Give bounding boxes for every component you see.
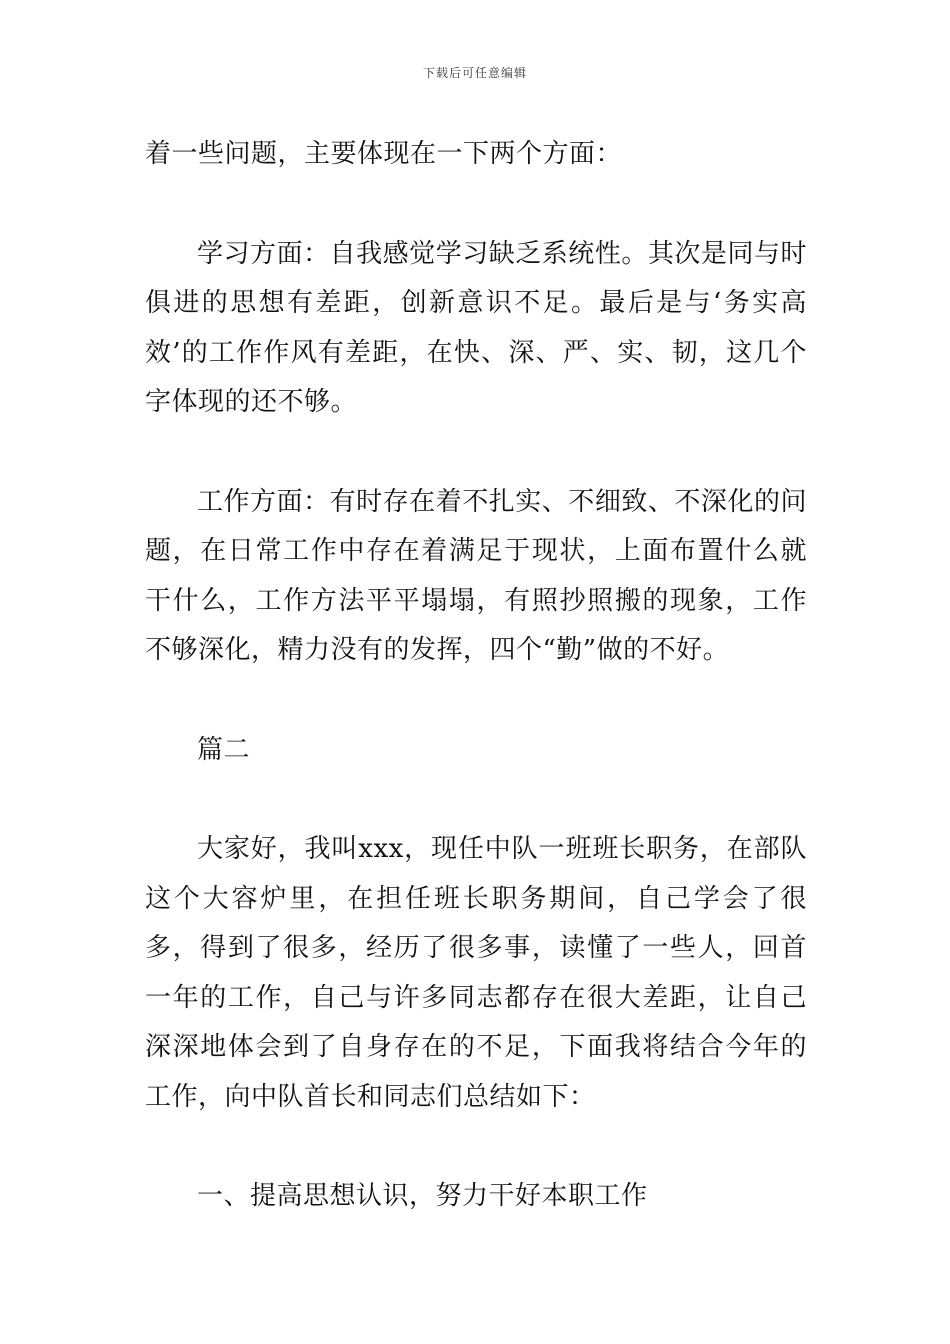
document-body [145, 130, 807, 1222]
section-heading-item-one: 一、提高思想认识，努力干好本职工作 [197, 1181, 648, 1211]
paragraph-study-aspect: 学习方面：自我感觉学习缺乏系统性。其次是同与时俱进的思想有差距，创新意识不足。最后是与‘务实高效’的工作作风有差距，在快、深、严、实、韧，这几个字体现的还不够。 [145, 238, 807, 417]
paragraph-continuation: 着一些问题，主要体现在一下两个方面： [145, 139, 623, 169]
paragraph-introduction: 大家好，我叫xxx，现任中队一班班长职务，在部队这个大容炉里，在担任班长职务期间，自己学会了很多，得到了很多，经历了很多事，读懂了一些人，回首一年的工作，自己与许多同志都存在很大差距，让自己深深地体会到了自身存在的不足，下面我将结合今年的工作，向中队首长和同志们总结如下： [145, 834, 807, 1112]
paragraph-work-aspect: 工作方面：有时存在着不扎实、不细致、不深化的问题，在日常工作中存在着满足于现状，上面布置什么就干什么，工作方法平平塌塌，有照抄照搬的现象，工作不够深化，精力没有的发挥，四个“勤”做的不好。 [145, 486, 807, 665]
section-heading-part-two: 篇二 [197, 734, 251, 765]
page-header: 下载后可任意编辑 [422, 66, 527, 80]
